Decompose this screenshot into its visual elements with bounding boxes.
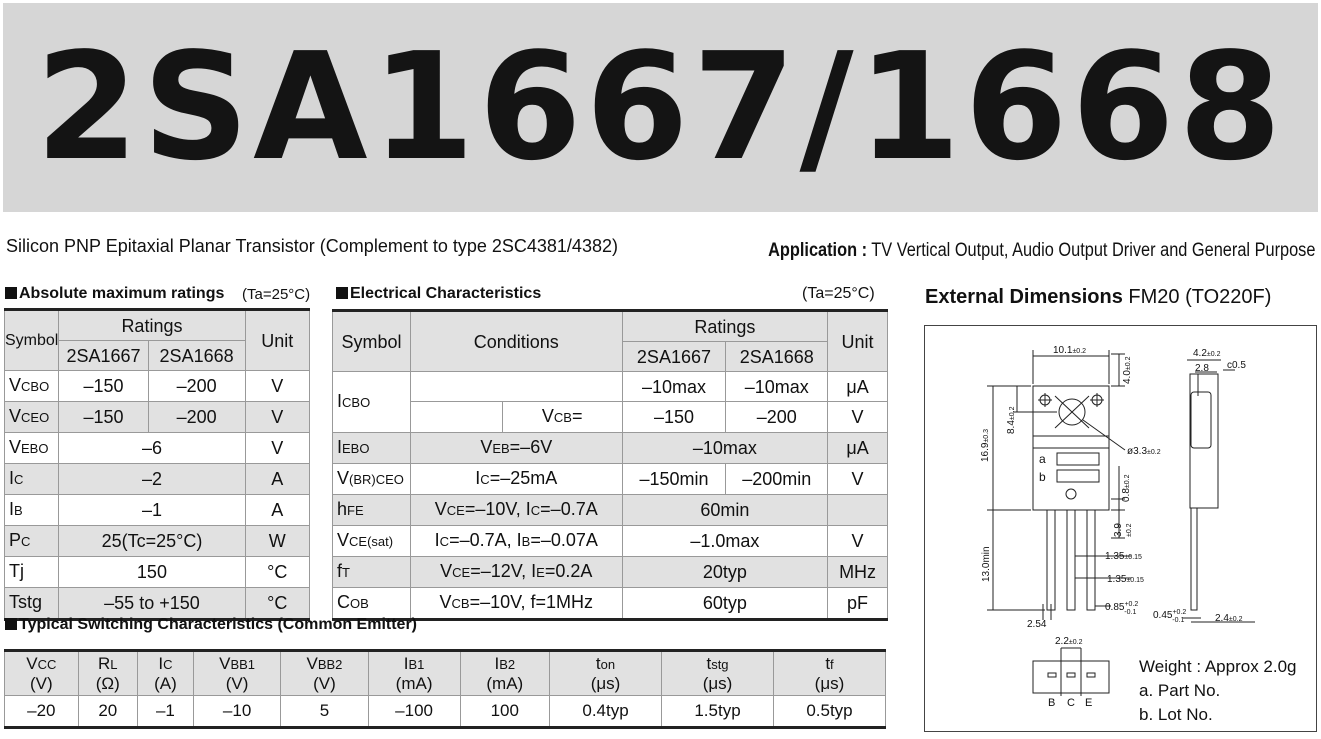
side-view-cutout xyxy=(1191,392,1211,448)
bottom-lead-b xyxy=(1048,673,1056,677)
switching-header-cell: VCC (V) xyxy=(5,651,79,696)
elec-value: 60typ xyxy=(622,588,828,620)
abs-value: –1 xyxy=(59,495,245,526)
external-title: External Dimensions xyxy=(925,286,1123,308)
elec-header-ratings: Ratings xyxy=(622,311,828,342)
switching-header-cell: IB1 (mA) xyxy=(368,651,460,696)
elec-unit xyxy=(828,495,888,526)
weight-text: Weight : Approx 2.0g xyxy=(1139,657,1297,676)
elec-value: –10max xyxy=(622,433,828,464)
elec-condition: (Ta=25°C) xyxy=(802,285,875,302)
table-row xyxy=(5,557,310,588)
pin-label-c: C xyxy=(1067,697,1075,709)
abs-unit: W xyxy=(245,526,309,557)
dim-lead-thickness: $0.85^{+0.2}$ -0.1 xyxy=(1105,601,1139,616)
switching-value-row xyxy=(5,696,886,728)
elec-header-col2: 2SA1668 xyxy=(726,342,828,372)
elec-unit: μA xyxy=(828,433,888,464)
dim-hole-diameter: ø3.3±0.2 xyxy=(1127,446,1161,457)
switching-value-cell: –20 xyxy=(5,696,79,728)
elec-value: 20typ xyxy=(622,557,828,588)
elec-value-1668: –200min xyxy=(726,464,828,495)
abs-unit: °C xyxy=(245,557,309,588)
elec-heading xyxy=(336,285,541,303)
abs-symbol: VEBO xyxy=(5,433,59,464)
abs-header-col1: 2SA1667 xyxy=(59,341,148,371)
dimension-drawing xyxy=(924,325,1317,732)
elec-value: –1.0max xyxy=(622,526,828,557)
elec-condition: VCB=–10V, f=1MHz xyxy=(410,588,622,620)
table-row xyxy=(333,402,888,433)
elec-header-conditions: Conditions xyxy=(410,311,622,372)
application-text: TV Vertical Output, Audio Output Driver and General Purpose xyxy=(866,240,1315,261)
table-row xyxy=(5,588,310,620)
ejector-mark xyxy=(1066,489,1076,499)
abs-max-title: Absolute maximum ratings xyxy=(19,285,225,302)
device-description: Silicon PNP Epitaxial Planar Transistor (Complement to type 2SC4381/4382) xyxy=(6,236,618,256)
dim-step: 3.9 xyxy=(1113,523,1124,537)
abs-value-1667: –150 xyxy=(59,402,148,433)
elec-title: Electrical Characteristics xyxy=(350,285,542,302)
abs-symbol: PC xyxy=(5,526,59,557)
dim-bottom-width: 2.2±0.2 xyxy=(1055,636,1083,647)
table-row xyxy=(5,464,310,495)
elec-symbol: IEBO xyxy=(333,433,411,464)
switching-value-cell: 0.4typ xyxy=(550,696,662,728)
dim-pitch: 2.54 xyxy=(1027,619,1047,630)
elec-symbol: V(BR)CEO xyxy=(333,464,411,495)
pin-label-b: B xyxy=(1048,697,1056,709)
abs-max-condition: (Ta=25°C) xyxy=(242,286,311,303)
dim-hole-position: 8.4±0.2 xyxy=(1006,406,1017,434)
lead-e xyxy=(1087,510,1095,610)
dim-side-width: 4.2±0.2 xyxy=(1193,348,1221,359)
elec-symbol: COB xyxy=(333,588,411,620)
elec-condition: VCB= xyxy=(502,402,622,433)
abs-unit: °C xyxy=(245,588,309,620)
application-label: Application : xyxy=(767,240,867,261)
dim-top-height: 4.0±0.2 xyxy=(1122,356,1133,384)
part-no-box xyxy=(1057,453,1099,465)
lot-no-box xyxy=(1057,470,1099,482)
switching-value-cell: 1.5typ xyxy=(662,696,774,728)
dim-total-height: 16.9±0.3 xyxy=(980,428,991,462)
dim-side-thickness: $0.45^{+0.2}$ -0.1 xyxy=(1153,609,1187,624)
note-part-no: a. Part No. xyxy=(1139,681,1221,700)
abs-header-unit: Unit xyxy=(245,310,309,371)
switching-header-cell: RL (Ω) xyxy=(78,651,137,696)
switching-header-cell: tstg (μs) xyxy=(662,651,774,696)
switching-value-cell: –1 xyxy=(137,696,193,728)
abs-value-1667: –150 xyxy=(59,371,148,402)
elec-condition: VCE=–12V, IE=0.2A xyxy=(410,557,622,588)
elec-value-1668: –10max xyxy=(726,372,828,402)
switching-value-cell: 5 xyxy=(281,696,368,728)
note-lot-no: b. Lot No. xyxy=(1139,705,1213,724)
title-banner xyxy=(3,3,1318,212)
dim-lead-width-1: 1.35±0.15 xyxy=(1105,551,1142,562)
bottom-lead-c xyxy=(1067,673,1075,677)
switching-value-cell: 20 xyxy=(78,696,137,728)
switching-value-cell: 0.5typ xyxy=(773,696,885,728)
elec-value: 60min xyxy=(622,495,828,526)
dim-chamfer: c0.5 xyxy=(1227,360,1246,371)
part-number-title: 2SA1667/1668 xyxy=(35,21,1286,193)
abs-unit: V xyxy=(245,402,309,433)
abs-unit: V xyxy=(245,371,309,402)
elec-symbol: fT xyxy=(333,557,411,588)
elec-unit: μA xyxy=(828,372,888,402)
electrical-table xyxy=(332,309,888,621)
elec-condition: VEB=–6V xyxy=(410,433,622,464)
abs-symbol: Tj xyxy=(5,557,59,588)
switching-table xyxy=(4,649,886,729)
abs-unit: V xyxy=(245,433,309,464)
elec-value-1667: –10max xyxy=(622,372,726,402)
switching-header-cell: VBB2 (V) xyxy=(281,651,368,696)
abs-value: –6 xyxy=(59,433,245,464)
table-row xyxy=(5,433,310,464)
abs-value: 150 xyxy=(59,557,245,588)
switching-value-cell: 100 xyxy=(460,696,550,728)
switching-value-cell: –10 xyxy=(193,696,280,728)
dim-lead-length: 13.0min xyxy=(981,546,992,582)
elec-unit: V xyxy=(828,526,888,557)
weight-notes xyxy=(1139,655,1297,727)
abs-max-table xyxy=(4,308,310,621)
elec-symbol: ICBO xyxy=(333,372,411,433)
table-row xyxy=(333,557,888,588)
elec-condition: IC=–0.7A, IB=–0.07A xyxy=(410,526,622,557)
bottom-lead-e xyxy=(1087,673,1095,677)
table-row xyxy=(333,464,888,495)
elec-symbol: hFE xyxy=(333,495,411,526)
side-view-body xyxy=(1190,374,1218,508)
square-bullet-icon xyxy=(336,287,348,299)
switching-header-row xyxy=(5,651,886,696)
table-row xyxy=(333,372,888,402)
dim-side-inner: 2.8 xyxy=(1195,363,1209,374)
switching-header-cell: ton (μs) xyxy=(550,651,662,696)
abs-symbol: IC xyxy=(5,464,59,495)
abs-value-1668: –200 xyxy=(148,371,245,402)
table-row xyxy=(5,526,310,557)
elec-header-col1: 2SA1667 xyxy=(622,342,726,372)
abs-symbol: VCEO xyxy=(5,402,59,433)
dim-width: 10.1±0.2 xyxy=(1053,345,1087,356)
elec-condition-cell xyxy=(410,372,622,402)
application-line xyxy=(768,240,1315,262)
square-bullet-icon xyxy=(5,618,17,630)
switching-header-cell: tf (μs) xyxy=(773,651,885,696)
elec-condition: IC=–25mA xyxy=(410,464,622,495)
abs-unit: A xyxy=(245,464,309,495)
switching-title: Typical Switching Characteristics (Common Emitter) xyxy=(19,616,418,633)
abs-header-col2: 2SA1668 xyxy=(148,341,245,371)
abs-value: –55 to +150 xyxy=(59,588,245,620)
table-row xyxy=(333,526,888,557)
switching-header-cell: VBB1 (V) xyxy=(193,651,280,696)
switching-header-cell: IC (A) xyxy=(137,651,193,696)
abs-symbol: IB xyxy=(5,495,59,526)
label-a: a xyxy=(1039,452,1046,466)
abs-symbol: Tstg xyxy=(5,588,59,620)
dim-step-tolerance: ±0.2 xyxy=(1126,523,1133,537)
elec-unit: V xyxy=(828,402,888,433)
table-row xyxy=(333,495,888,526)
abs-header-symbol: Symbol xyxy=(5,310,59,371)
elec-unit: pF xyxy=(828,588,888,620)
table-row xyxy=(333,588,888,620)
package-name: FM20 (TO220F) xyxy=(1122,286,1272,308)
pin-label-e: E xyxy=(1085,697,1093,709)
elec-condition: VCE=–10V, IC=–0.7A xyxy=(410,495,622,526)
table-row xyxy=(5,495,310,526)
abs-unit: A xyxy=(245,495,309,526)
table-row xyxy=(333,433,888,464)
abs-header-ratings: Ratings xyxy=(59,310,245,341)
abs-value: 25(Tc=25°C) xyxy=(59,526,245,557)
elec-header-symbol: Symbol xyxy=(333,311,411,372)
dim-side-offset: 2.4±0.2 xyxy=(1215,613,1243,624)
abs-max-heading xyxy=(5,285,224,303)
table-row xyxy=(5,402,310,433)
switching-value-cell: –100 xyxy=(368,696,460,728)
elec-symbol: VCE(sat) xyxy=(333,526,411,557)
table-row xyxy=(5,371,310,402)
elec-value-1668: –200 xyxy=(726,402,828,433)
external-dimensions-heading xyxy=(925,286,1271,309)
abs-value: –2 xyxy=(59,464,245,495)
label-b: b xyxy=(1039,470,1046,484)
dim-gap: 0.8±0.2 xyxy=(1121,474,1132,502)
abs-symbol: VCBO xyxy=(5,371,59,402)
elec-unit: V xyxy=(828,464,888,495)
elec-unit: MHz xyxy=(828,557,888,588)
lead-c xyxy=(1067,510,1075,610)
square-bullet-icon xyxy=(5,287,17,299)
elec-value-1667: –150 xyxy=(622,402,726,433)
elec-value-1667: –150min xyxy=(622,464,726,495)
elec-header-unit: Unit xyxy=(828,311,888,372)
switching-header-cell: IB2 (mA) xyxy=(460,651,550,696)
side-view-lead xyxy=(1191,508,1197,610)
dim-lead-width-2: 1.35±0.15 xyxy=(1107,574,1144,585)
abs-value-1668: –200 xyxy=(148,402,245,433)
elec-condition-spacer xyxy=(410,402,502,433)
lead-b xyxy=(1047,510,1055,610)
switching-heading xyxy=(5,616,417,634)
